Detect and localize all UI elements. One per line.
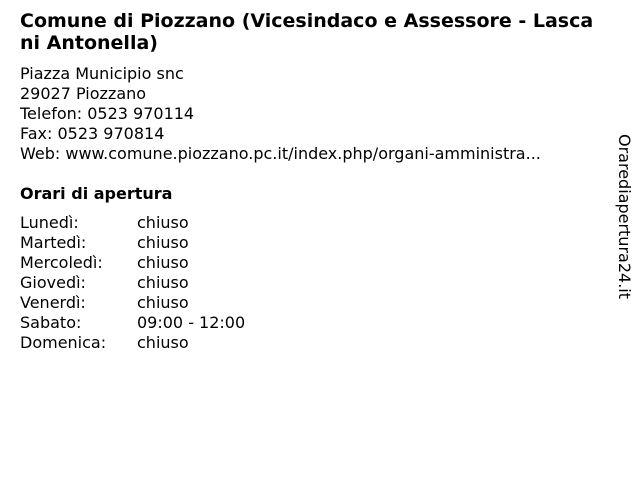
day-hours: chiuso: [137, 293, 189, 312]
page-title: Comune di Piozzano (Vicesindaco e Assessore - Lascani Antonella): [20, 10, 594, 54]
opening-hours-heading: Orari di apertura: [20, 184, 173, 203]
day-label: Lunedì:: [20, 213, 79, 232]
hours-row-thursday: [20, 273, 245, 293]
opening-hours-table: [20, 213, 245, 353]
day-hours: 09:00 - 12:00: [137, 313, 246, 332]
day-label: Sabato:: [20, 313, 82, 332]
day-label: Giovedì:: [20, 273, 86, 292]
fax-number: Fax: 0523 970814: [20, 124, 165, 143]
website-link[interactable]: Web: www.comune.piozzano.pc.it/index.php/organi-amministra...: [20, 144, 541, 163]
address-block: [20, 64, 541, 164]
day-label: Venerdì:: [20, 293, 86, 312]
hours-row-friday: [20, 293, 245, 313]
day-hours: chiuso: [137, 333, 189, 352]
day-hours: chiuso: [137, 233, 189, 252]
phone-number: Telefon: 0523 970114: [20, 104, 195, 123]
city-postal: 29027 Piozzano: [20, 84, 147, 103]
street-address: Piazza Municipio snc: [20, 64, 184, 83]
hours-row-tuesday: [20, 233, 245, 253]
day-label: Martedì:: [20, 233, 87, 252]
day-hours: chiuso: [137, 273, 189, 292]
day-hours: chiuso: [137, 213, 189, 232]
day-hours: chiuso: [137, 253, 189, 272]
hours-row-sunday: [20, 333, 245, 353]
hours-row-monday: [20, 213, 245, 233]
hours-row-saturday: [20, 313, 245, 333]
day-label: Domenica:: [20, 333, 107, 352]
hours-row-wednesday: [20, 253, 245, 273]
day-label: Mercoledì:: [20, 253, 103, 272]
site-watermark: Orarediapertura24.it: [615, 134, 634, 299]
